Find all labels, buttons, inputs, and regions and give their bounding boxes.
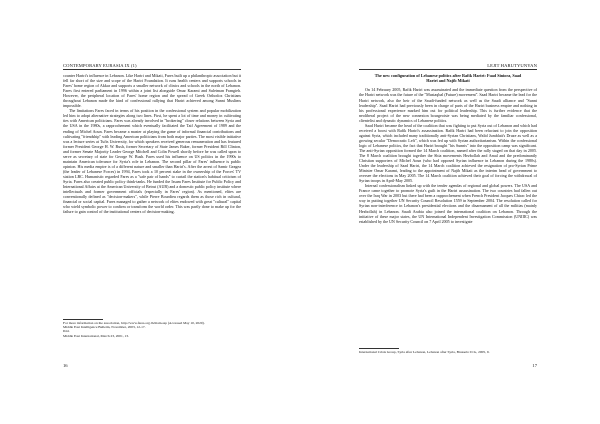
- body-paragraph: On 14 February 2005, Rafik Hariri was assassinated and the immediate question from the perspective of the Hariri network was the future of the "Mustaqbal (Future) movement". Saad Hariri became the lead for the Hariri network, also the heir of the Saudi-funded network as well as the Saudi alliance and "Sunni leadership". Saad Hariri had previously been in charge of parts of the Hariri business empire and nothing in his professional experience marked him out for political leadership. This is further evidence that the neoliberal project of the new connexion bourgeoisie was being mediated by the familiar confessional, clientelist and dynastic dynamics of Lebanese politics.: [359, 87, 537, 123]
- footnote-rule-left: [63, 319, 103, 320]
- header-rule-right: [359, 69, 537, 70]
- left-body-text: [63, 73, 241, 214]
- body-paragraph: Saad Hariri became the head of the coalition that was fighting to put Syria out of Lebanon and which had received a boost with Rafik Hariri's assassination. Rafik Hariri had been reluctant to join the opposition against Syria, which included many traditionally anti-Syrian Christians, Walid Jumblatt's Druze as well as a growing secular "Democratic Left", which was fed up with Syrian authoritarianism. Within the confessional logic of Lebanese politics, the fact that Hariri brought "his Sunnis" into the opposition camp was significant. The anti-Syrian opposition formed the 14 March coalition, named after the rally staged on that day in 2005. The 8 March coalition brought together the Shia movements Hezbollah and Amal and the predominantly Christian supporters of Michel Aoun (who had opposed Syrian influence in Lebanon during the 1980s). Under the leadership of Saad Hariri, the 14 March coalition achieved the resignation of pro-Syrian Prime Minister Omar Karami, leading to the appointment of Najib Mikati as the interim head of government to oversee the elections in May 2005. The 14 March coalition achieved their goal of forcing the withdrawal of Syrian troops in April-May 2005.: [359, 122, 537, 184]
- header-rule-left: [63, 69, 241, 70]
- footnote: Middle East Intelligence Bulletin, November, 2003, 12-17.: [63, 325, 146, 330]
- body-paragraph: counter Hariri's influence in Lebanon. Like Hariri and Mikati, Fares built up a philanthropic association but it fell far short of the size and scope of the Hariri Foundation. It runs health centers and supports schools in Fares' home region of Akkar and supports a smaller network of clinics and schools in the north of Lebanon. Fares first entered parliament in 1996 within a joint list alongside Omar Karami and Suleiman Frangieh. However, the peripheral location of Fares' home region and the spread of Greek Orthodox Christians throughout Lebanon made the kind of confessional rallying that Hariri achieved among Sunni Muslims impossible.: [63, 73, 241, 109]
- section-title: The new configuration of Lebanese politics after Rafik Hariri: Fuad Siniora, Saad Hariri and Najib Mikati: [374, 73, 522, 84]
- right-body-text: [359, 73, 537, 224]
- running-header-right: LEJIT HARUTYUNYAN: [487, 63, 537, 68]
- footnote: For more information on the association, http://www.fares.org.lb/main.asp (Accessed May 10, 2020).: [63, 321, 205, 325]
- right-footnotes: [359, 350, 537, 354]
- footnote: International Crisis Group, Syria after Lebanon, Lebanon after Syria, Brussels: ICG, 2005, 9.: [359, 350, 490, 354]
- page-number-right: 17: [532, 363, 537, 368]
- footnote: Middle East International, March 23, 2001, 13.: [63, 333, 129, 338]
- page-number-left: 16: [63, 363, 68, 368]
- footnote-rule-right: [359, 348, 399, 349]
- footnote: Ibid.: [63, 329, 70, 334]
- body-paragraph: The limitations Fares faced in terms of his position in the confessional system and popular mobilization led him to adopt alternative strategies along two lines. First, he spent a lot of time and money in cultivating ties with American politicians. Fares was already involved in "brokering" closer relations between Syria and the USA in the 1980s, a rapprochement which eventually facilitated the Taif Agreement of 1989 and the ending of Michel Aoun. Fares became a master at playing the game of informal financial contributions and cultivating "friendship" with leading American politicians from both major parties. The most visible initiative was a lecture series at Tufts University, for which speakers received generous remuneration and has featured former President George H. W. Bush, former Secretary of State James Baker, former President Bill Clinton, and former Senate Majority Leader George Mitchell and Colin Powell shortly before he was called upon to serve as secretary of state for George W. Bush. Fares used his influence on US politics in the 1990s to maintain American tolerance for Syria's role in Lebanon. The second pillar of Fares' influence is public opinion. His media empire is of a different nature and smaller than Hariri's. After the arrest of Samir Geagea (the leader of Lebanese Forces) in 1994, Fares took a 10 percent stake in the ownership of the Forces' TV station LBC. Humanistic regarded Fares as a "safe pair of hands" to curtail the station's habitual criticism of Syria. Fares also created public policy think-tanks. He funded the Issam Fares Institute for Public Policy and International Affairs at the American University of Beirut (AUB) and a domestic public policy institute where intellectuals and former government officials (especially in Fares' region). As mentioned, elites are conventionally defined as "decision-makers", while Pierre Bourdieu regards them as those rich in cultural, financial or social capital. Fares managed to gather a network of elites endowed with great "cultural" capital who wield symbolic power to confirm or transform the world order. This was partly done to make up for the failure to gain control of the institutional centers of decision-making.: [63, 108, 241, 215]
- body-paragraph: Internal confessionalism linked up with the tender agendas of regional and global powers. The USA and France came together to promote Syria's guilt in the Hariri assassination. The two countries had fallen out over the Iraq War in 2003 but there had been a rapprochement when French President Jacques Chirac led the way in putting together UN Security Council Resolution 1559 in September 2004. The resolution called for Syrian non-interference in Lebanon's presidential elections and the disarmament of all the militias (mainly Hezbollah) in Lebanon. Saudi Arabia also joined the international coalition on Lebanon. Through the initiative of these major states, the UN International Independent Investigation Commission (UNIIIC) was established by the UN Security Council on 7 April 2005 to investigate: [359, 183, 537, 224]
- left-footnotes: [63, 321, 241, 338]
- right-page: [300, 0, 600, 424]
- running-header-left: CONTEMPORARY EURASIA IX (1): [63, 63, 137, 68]
